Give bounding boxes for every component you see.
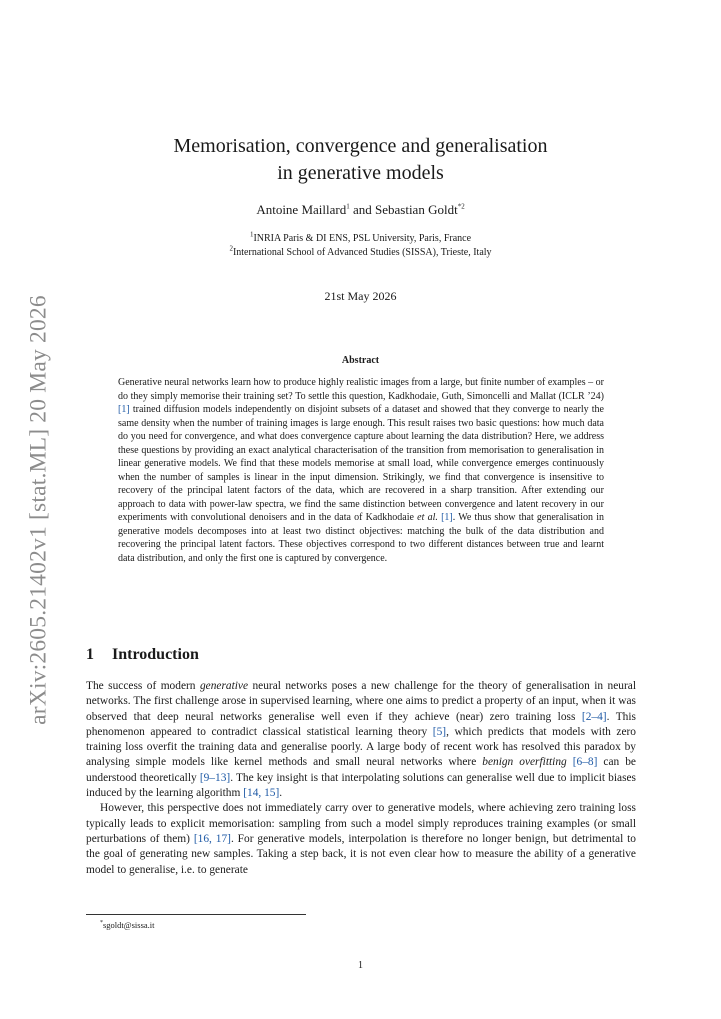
- text-segment: The success of modern: [86, 680, 200, 692]
- title-line-1: Memorisation, convergence and generalisation: [173, 135, 548, 157]
- affiliation-2: [100, 246, 621, 260]
- paper-title: [100, 133, 621, 187]
- author-1-affil-mark: 1: [346, 202, 350, 211]
- intro-paragraph-2: [86, 801, 636, 877]
- paper-date: 21st May 2026: [324, 289, 397, 303]
- emphasis: benign overfitting: [482, 756, 567, 769]
- footnote-rule: [86, 914, 306, 915]
- section-title: Introduction: [112, 646, 199, 663]
- footnote-mark: *: [100, 920, 103, 927]
- affiliations: [100, 232, 621, 260]
- text-segment: . The key insight is that interpolating solutions can generalise well due to implicit biases induced by the learning algorithm: [86, 771, 636, 800]
- citation-link[interactable]: [14, 15]: [243, 787, 280, 800]
- citation-link[interactable]: [6–8]: [572, 756, 598, 769]
- citation-link[interactable]: [16, 17]: [193, 832, 231, 845]
- affiliation-1-text: INRIA Paris & DI ENS, PSL University, Paris, France: [253, 233, 472, 244]
- section-heading: [86, 646, 199, 664]
- text-segment: can be understood theoretically: [86, 756, 636, 784]
- affiliation-2-mark: 2: [229, 244, 233, 253]
- author-conjunction: and: [349, 202, 375, 217]
- author-2-affil-mark: *2: [457, 202, 465, 211]
- citation-link[interactable]: [5]: [432, 725, 447, 738]
- abstract-heading: Abstract: [341, 355, 380, 366]
- affiliation-1: [100, 232, 621, 246]
- abstract-segment: Generative neural networks learn how to produce highly realistic images from a large, but finite number of examples – or do they simply memorise their training set? To settle this question, Kadkhodaie, Guth, Simoncelli and Mallat (ICLR ’24): [118, 377, 604, 402]
- section-number: 1: [86, 646, 94, 663]
- text-segment: . This phenomenon appeared to contradict classical statistical learning theory: [86, 710, 636, 738]
- citation-link[interactable]: [9–13]: [199, 771, 231, 784]
- text-segment: However, this perspective does not immediately carry over to generative models, where achieving zero training loss typically leads to explicit memorisation: sampling from such a model simply reproduces training examples (or small perturbations of them): [86, 802, 636, 845]
- author-1: Antoine Maillard: [256, 202, 347, 217]
- title-line-2: in generative models: [277, 162, 444, 184]
- abstract-text: [118, 376, 604, 565]
- emphasis: generative: [199, 680, 249, 692]
- affiliation-2-text: International School of Advanced Studies (SISSA), Trieste, Italy: [232, 247, 492, 258]
- text-segment: neural networks poses a new challenge for the theory of generalisation in neural networks. The first challenge arose in supervised learning, where one aims to predict a property of an input, when it was observed that deep neural networks generalise well even if they achieve (near) zero training loss: [86, 680, 636, 723]
- abstract-segment: . We thus show that generalisation in generative models decomposes into at least two distinct objectives: matching the bulk of the data distribution and recovering the principal latent factors. These objectives correspond to two different distances between true and learnt data distribution, and only the first one is captured by convergence.: [118, 512, 604, 564]
- citation-link[interactable]: [2–4]: [581, 710, 607, 723]
- text-segment: . For generative models, interpolation is therefore no longer benign, but detrimental to the goal of generating new samples. Taking a step back, it is not even clear how to measure the ability of a generative model to generalise, i.e. to generate: [86, 832, 636, 876]
- abstract-segment: trained diffusion models independently on disjoint subsets of a dataset and showed that they converge to nearly the same density when the number of training images is large enough. This result raises two basic questions: how much data do you need for convergence, and what does convergence capture about learning the data distribution? Here, we address these questions by providing an exact analytical characterisation of the transition from memorisation to generalisation in linear generative models. We find that these models memorise at small load, while convergence emerges continuously when the number of samples is linear in the input dimension. Strikingly, we find that convergence is insensitive to recovery of the principal latent factors of the data, which are recovered in a sharp transition. After extending our approach to data with power-law spectra, we find the same distinction between convergence and latent recovery in our experiments with convolutional denoisers and in the data of Kadkhodaie: [118, 404, 604, 523]
- page-number: 1: [358, 960, 363, 971]
- footnote-email: sgoldt@sissa.it: [103, 920, 155, 930]
- arxiv-stamp: [18, 295, 60, 725]
- author-list: [100, 202, 621, 218]
- text-segment: .: [279, 787, 283, 800]
- introduction-body: [86, 679, 636, 878]
- arxiv-stamp-text: arXiv:2605.21402v1 [stat.ML] 20 May 2026: [25, 295, 52, 725]
- citation-link[interactable]: [1]: [441, 512, 453, 523]
- citation-link[interactable]: [1]: [118, 404, 130, 415]
- footnote: [100, 920, 155, 930]
- author-2: Sebastian Goldt: [375, 202, 458, 217]
- text-segment: , which predicts that models with zero training loss overfit the training data and generalise poorly. A large body of recent work has resolved this paradox by analysing simple models like kernel methods and small neural networks where: [86, 725, 636, 769]
- intro-paragraph-1: [86, 679, 636, 801]
- abstract-emphasis: et al.: [417, 512, 438, 523]
- affiliation-1-mark: 1: [249, 230, 254, 239]
